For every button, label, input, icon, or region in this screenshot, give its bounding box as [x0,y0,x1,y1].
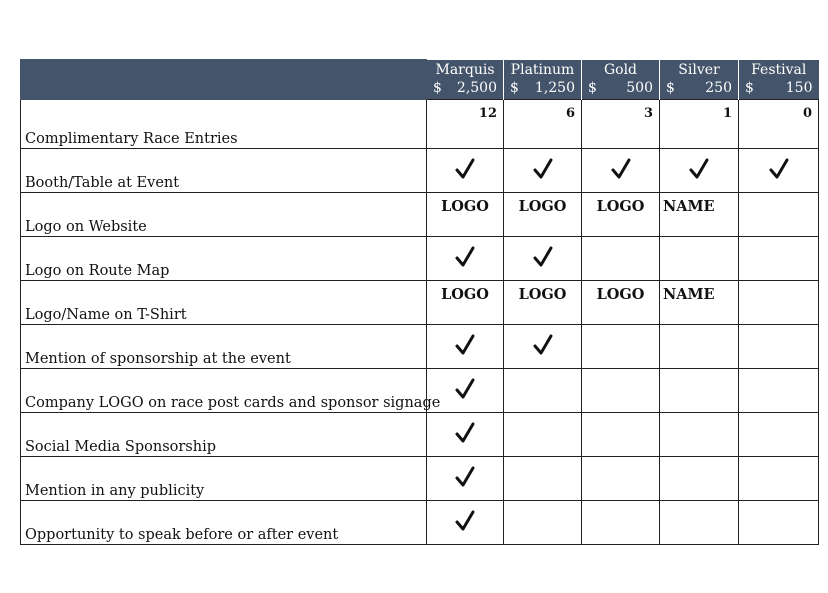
cell-gold [582,149,660,193]
price-value: 1,250 [534,80,575,97]
tier-price [427,79,503,97]
currency-symbol: $ [588,80,597,97]
cell-platinum-empty [504,457,582,501]
cell-platinum [504,149,582,193]
cell-gold-count: 3 [582,100,660,149]
cell-festival [739,149,819,193]
cell-festival-count: 0 [739,100,819,149]
checkmark-icon [455,158,475,180]
tier-price [739,79,819,97]
checkmark-icon [533,158,553,180]
recognition-text: NAME [663,286,715,303]
tier-name: Gold [603,62,638,79]
checkmark-icon [533,246,553,268]
cell-platinum-count: 6 [504,100,582,149]
checkmark-icon [611,158,631,180]
cell-marquis [427,237,504,281]
cell-festival-empty [739,325,819,369]
benefit-label: Company LOGO on race post cards and sponsor signage [21,369,427,413]
checkmark-icon [455,246,475,268]
recognition-text: LOGO [441,198,489,215]
cell-gold [582,281,660,325]
tier-header-festival [739,60,819,100]
benefit-label: Logo on Route Map [21,237,427,281]
cell-marquis [427,501,504,545]
header-corner [21,60,427,100]
recognition-text: LOGO [596,198,645,215]
checkmark-icon [689,158,709,180]
benefit-label: Booth/Table at Event [21,149,427,193]
tier-name: Silver [678,62,720,79]
benefit-row [21,281,819,325]
benefit-row [21,369,819,413]
checkmark-icon [533,334,553,356]
checkmark-icon [455,378,475,400]
benefit-label: Logo on Website [21,193,427,237]
benefit-row [21,457,819,501]
tier-price [660,79,738,97]
currency-symbol: $ [666,80,675,97]
header-row [21,60,819,100]
cell-silver-empty [660,237,739,281]
cell-gold-empty [582,237,660,281]
tier-price [504,79,581,97]
tier-price [582,79,659,97]
cell-silver-empty [660,369,739,413]
cell-silver-empty [660,413,739,457]
sponsorship-table [20,59,819,545]
cell-gold-empty [582,501,660,545]
benefit-label: Opportunity to speak before or after event [21,501,427,545]
benefit-label: Mention in any publicity [21,457,427,501]
cell-platinum [504,237,582,281]
cell-festival-empty [739,369,819,413]
recognition-text: LOGO [518,198,567,215]
cell-silver [660,281,739,325]
cell-silver [660,149,739,193]
sponsorship-table-container [20,59,818,543]
benefit-row [21,237,819,281]
cell-gold-empty [582,457,660,501]
benefits-body [21,100,819,545]
benefit-label: Mention of sponsorship at the event [21,325,427,369]
benefit-row [21,325,819,369]
cell-silver-count: 1 [660,100,739,149]
checkmark-icon [769,158,789,180]
cell-marquis [427,457,504,501]
cell-silver-empty [660,325,739,369]
cell-gold-empty [582,325,660,369]
cell-marquis [427,193,504,237]
cell-marquis [427,281,504,325]
currency-symbol: $ [745,80,754,97]
checkmark-icon [455,422,475,444]
cell-platinum [504,281,582,325]
recognition-text: LOGO [441,286,489,303]
cell-platinum-empty [504,413,582,457]
checkmark-icon [455,466,475,488]
tier-name: Marquis [435,62,495,79]
tier-header-platinum [504,60,582,100]
cell-marquis [427,325,504,369]
cell-marquis [427,149,504,193]
checkmark-icon [455,334,475,356]
benefit-row [21,149,819,193]
benefit-row [21,100,819,149]
cell-platinum [504,325,582,369]
price-value: 150 [785,80,813,97]
cell-platinum-empty [504,369,582,413]
cell-gold-empty [582,369,660,413]
recognition-text: NAME [663,198,715,215]
benefit-label: Social Media Sponsorship [21,413,427,457]
price-value: 2,500 [456,80,497,97]
benefit-row [21,413,819,457]
tier-name: Festival [751,62,807,79]
recognition-text: LOGO [596,286,645,303]
currency-symbol: $ [510,80,519,97]
cell-festival-empty [739,193,819,237]
cell-silver-empty [660,457,739,501]
cell-platinum [504,193,582,237]
cell-festival-empty [739,281,819,325]
benefit-row [21,193,819,237]
tier-name: Platinum [510,62,575,79]
recognition-text: LOGO [518,286,567,303]
cell-gold [582,193,660,237]
cell-festival-empty [739,413,819,457]
cell-gold-empty [582,413,660,457]
tier-header-silver [660,60,739,100]
cell-silver-empty [660,501,739,545]
benefit-label: Logo/Name on T-Shirt [21,281,427,325]
cell-marquis-count: 12 [427,100,504,149]
cell-festival-empty [739,457,819,501]
cell-festival-empty [739,501,819,545]
cell-platinum-empty [504,501,582,545]
cell-marquis [427,413,504,457]
currency-symbol: $ [433,80,442,97]
cell-festival-empty [739,237,819,281]
price-value: 250 [705,80,732,97]
tier-header-gold [582,60,660,100]
cell-silver [660,193,739,237]
checkmark-icon [455,510,475,532]
tier-header-marquis [427,60,504,100]
benefit-label: Complimentary Race Entries [21,100,427,149]
benefit-row [21,501,819,545]
price-value: 500 [626,80,653,97]
